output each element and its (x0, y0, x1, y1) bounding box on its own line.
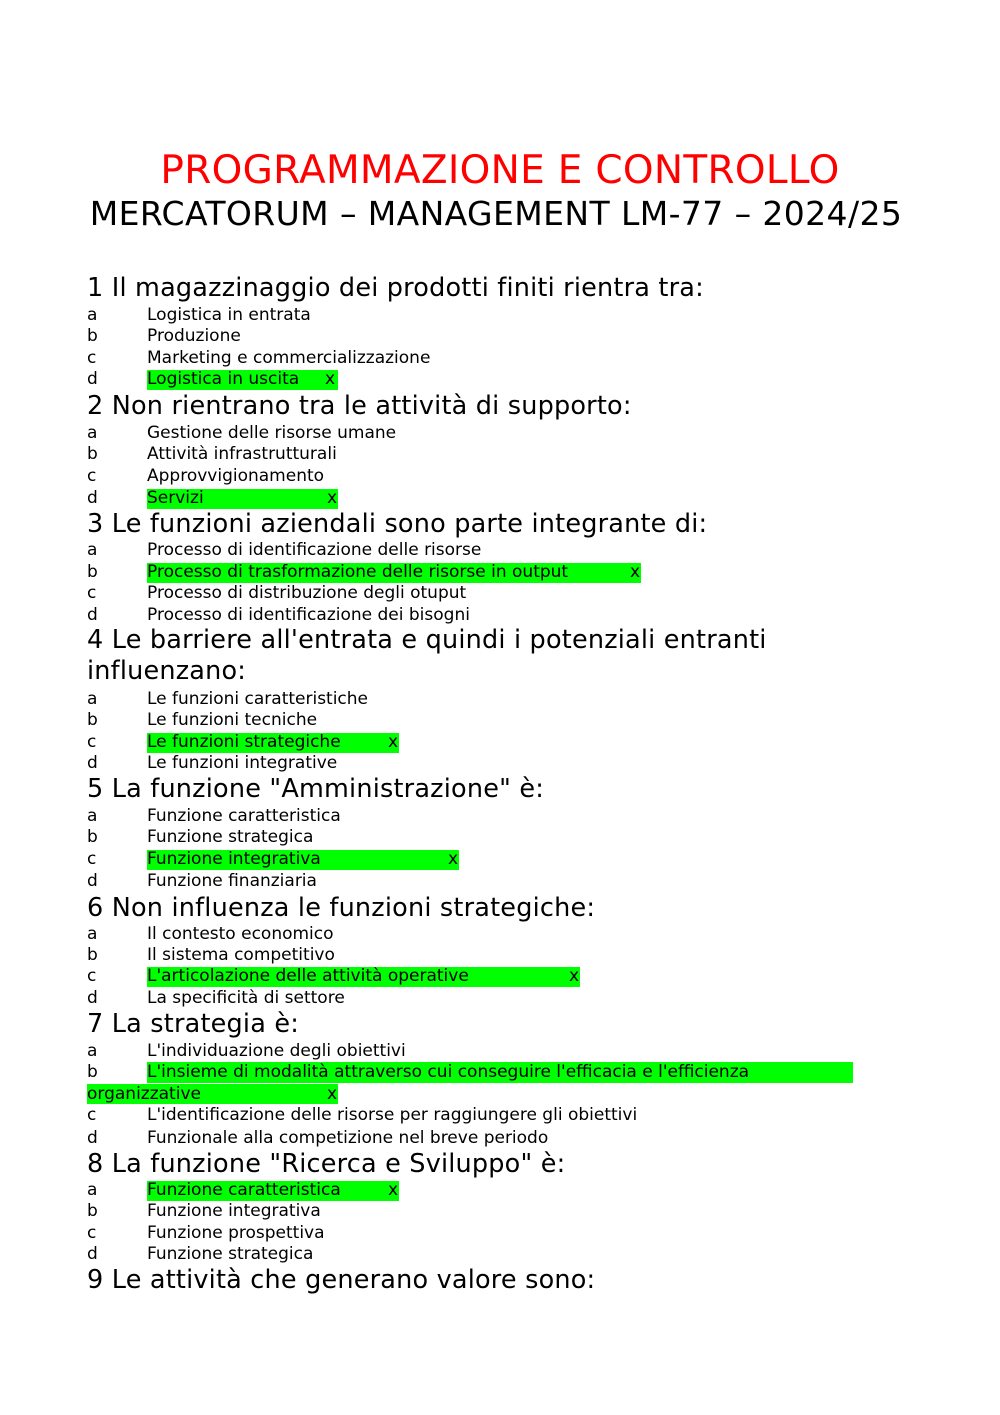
option-text: Approvvigionamento (147, 466, 325, 486)
option-text-continued: organizzative (87, 1084, 201, 1104)
answer-highlight (87, 1084, 338, 1104)
option-text: Processo di identificazione dei bisogni (147, 605, 470, 625)
document-subtitle: MERCATORUM – MANAGEMENT LM-77 – 2024/25 (89, 194, 903, 233)
option-text: Marketing e commercializzazione (147, 348, 431, 368)
option-letter: c (87, 732, 97, 752)
question-8: 8 La funzione "Ricerca e Sviluppo" è: (87, 1149, 566, 1179)
option-text: L'articolazione delle attività operative (147, 966, 469, 986)
correct-mark: x (327, 488, 338, 508)
question-9: 9 Le attività che generano valore sono: (87, 1265, 596, 1295)
option-text: Le funzioni integrative (147, 753, 338, 773)
option-text: Funzione caratteristica (147, 1180, 341, 1200)
answer-highlight (147, 1062, 853, 1083)
option-text: Funzione finanziaria (147, 871, 317, 891)
correct-mark: x (569, 966, 580, 986)
option-text: Funzionale alla competizione nel breve periodo (147, 1128, 549, 1148)
option-text: Funzione integrativa (147, 1201, 321, 1221)
option-text: Processo di identificazione delle risorse (147, 540, 482, 560)
option-letter: a (87, 1041, 98, 1061)
option-letter: d (87, 871, 98, 891)
option-letter: d (87, 605, 98, 625)
option-letter: c (87, 849, 97, 869)
option-text: L'insieme di modalità attraverso cui conseguire l'efficacia e l'efficienza (147, 1062, 750, 1082)
option-letter: b (87, 945, 98, 965)
option-letter: a (87, 1180, 98, 1200)
option-text: Logistica in uscita (147, 369, 300, 389)
option-letter: a (87, 423, 98, 443)
option-letter: a (87, 689, 98, 709)
option-letter: d (87, 1244, 98, 1264)
option-letter: c (87, 1223, 97, 1243)
document-title: PROGRAMMAZIONE E CONTROLLO (160, 148, 840, 193)
correct-mark: x (448, 849, 459, 869)
option-letter: b (87, 1201, 98, 1221)
option-text: Funzione strategica (147, 827, 314, 847)
option-letter: b (87, 827, 98, 847)
option-letter: b (87, 444, 98, 464)
correct-mark: x (325, 369, 336, 389)
correct-mark: x (630, 562, 641, 582)
option-text: Attività infrastrutturali (147, 444, 337, 464)
question-1: 1 Il magazzinaggio dei prodotti finiti rientra tra: (87, 273, 704, 303)
option-text: Funzione prospettiva (147, 1223, 325, 1243)
option-text: Le funzioni tecniche (147, 710, 318, 730)
option-text: Funzione strategica (147, 1244, 314, 1264)
question-4: 4 Le barriere all'entrata e quindi i potenziali entranti influenzano: (87, 625, 767, 686)
question-3: 3 Le funzioni aziendali sono parte integrante di: (87, 509, 708, 539)
option-text: Processo di trasformazione delle risorse in output (147, 562, 569, 582)
option-text: Le funzioni caratteristiche (147, 689, 369, 709)
option-letter: c (87, 466, 97, 486)
question-5: 5 La funzione "Amministrazione" è: (87, 774, 545, 804)
option-letter: a (87, 540, 98, 560)
option-letter: d (87, 988, 98, 1008)
option-text: Servizi (147, 488, 204, 508)
correct-mark: x (388, 732, 399, 752)
option-text: Gestione delle risorse umane (147, 423, 397, 443)
option-7b (87, 1062, 887, 1104)
option-text: Funzione integrativa (147, 849, 321, 869)
question-6: 6 Non influenza le funzioni strategiche: (87, 893, 596, 923)
option-letter: d (87, 488, 98, 508)
option-letter: a (87, 924, 98, 944)
question-2: 2 Non rientrano tra le attività di supporto: (87, 391, 632, 421)
option-letter: d (87, 1128, 98, 1148)
option-letter: b (87, 326, 98, 346)
option-letter: a (87, 806, 98, 826)
option-letter: b (87, 710, 98, 730)
option-text: Il sistema competitivo (147, 945, 335, 965)
option-text: Funzione caratteristica (147, 806, 341, 826)
option-text: Processo di distribuzione degli otuput (147, 583, 467, 603)
option-letter: c (87, 348, 97, 368)
option-letter: b (87, 562, 98, 582)
option-text: Le funzioni strategiche (147, 732, 341, 752)
option-letter: d (87, 369, 98, 389)
option-letter: d (87, 753, 98, 773)
option-text: La specificità di settore (147, 988, 345, 1008)
option-letter: c (87, 1105, 97, 1125)
question-7: 7 La strategia è: (87, 1009, 300, 1039)
option-text: Produzione (147, 326, 241, 346)
option-text: Logistica in entrata (147, 305, 311, 325)
option-text: L'identificazione delle risorse per raggiungere gli obiettivi (147, 1105, 638, 1125)
option-letter: c (87, 583, 97, 603)
option-letter: a (87, 305, 98, 325)
option-letter: b (87, 1062, 98, 1082)
option-letter: c (87, 966, 97, 986)
correct-mark: x (327, 1084, 338, 1104)
option-text: L'individuazione degli obiettivi (147, 1041, 406, 1061)
option-text: Il contesto economico (147, 924, 334, 944)
correct-mark: x (388, 1180, 399, 1200)
